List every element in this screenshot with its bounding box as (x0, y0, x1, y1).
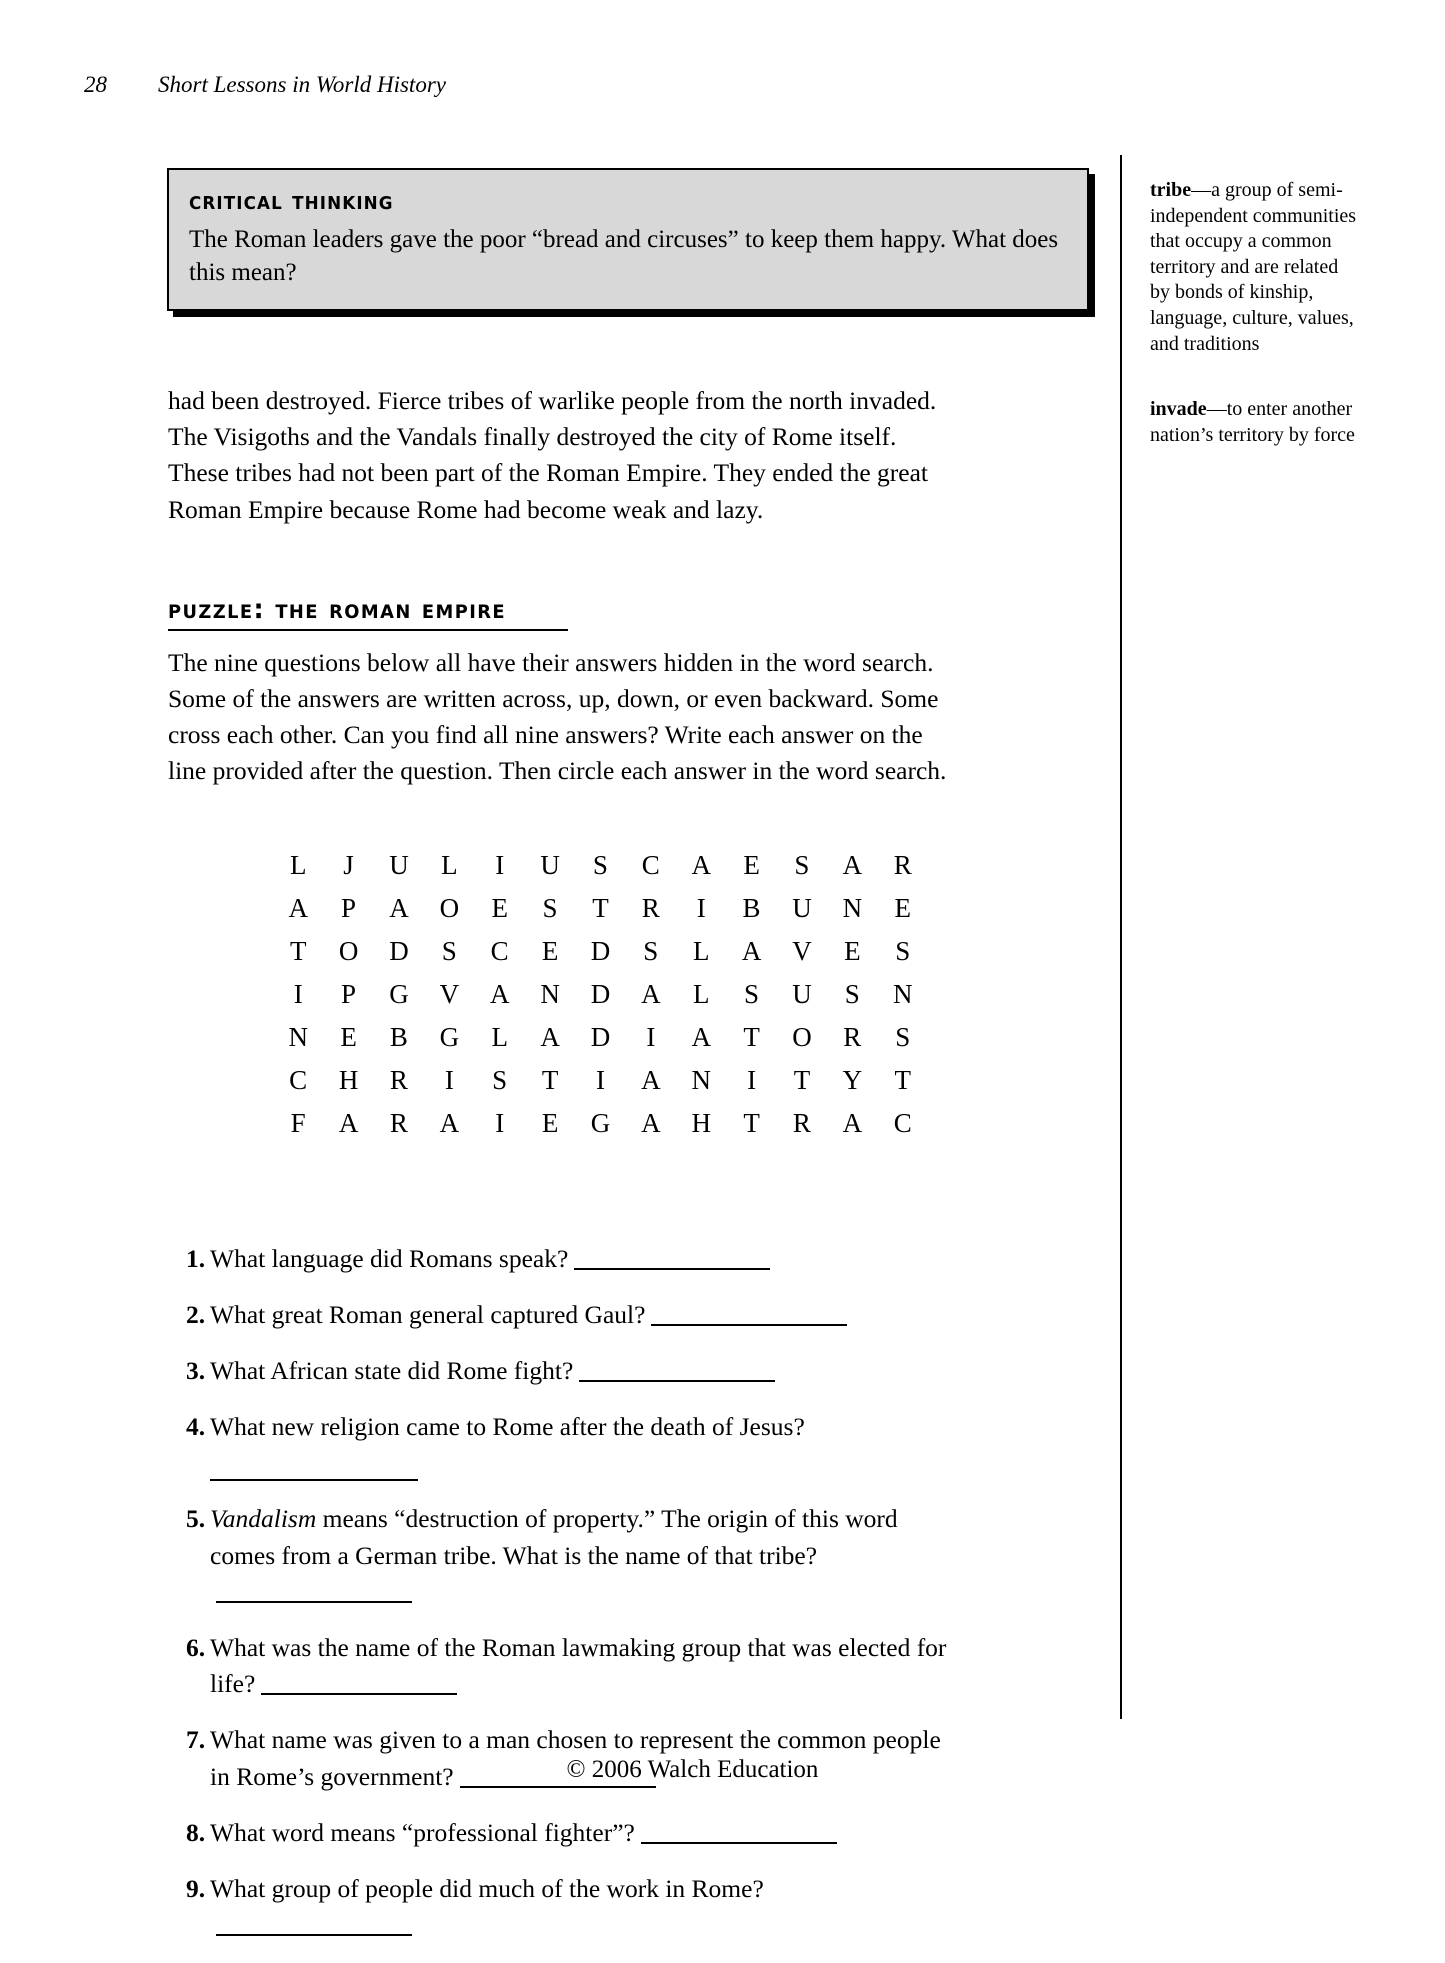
word-search-cell[interactable]: C (490, 935, 509, 966)
question-text (210, 1630, 958, 1702)
word-search-cell[interactable]: Y (842, 1064, 863, 1095)
word-search-row (273, 844, 928, 887)
word-search-cell[interactable]: S (542, 892, 558, 923)
answer-blank[interactable] (216, 1934, 412, 1936)
word-search-cell[interactable]: L (441, 849, 458, 880)
answer-blank[interactable] (460, 1786, 656, 1788)
question-number: 1. (186, 1243, 206, 1273)
word-search-cell[interactable]: I (495, 849, 505, 880)
word-search-cell[interactable]: E (541, 1107, 559, 1138)
word-search-cell[interactable]: E (541, 935, 559, 966)
glossary-term: invade (1150, 398, 1207, 421)
question-number: 2. (186, 1299, 206, 1329)
word-search-cell[interactable]: D (590, 1021, 611, 1052)
word-search-cell[interactable]: T (793, 1064, 811, 1095)
answer-blank[interactable] (579, 1380, 775, 1382)
word-search-cell[interactable]: T (743, 1107, 760, 1138)
question-body: What great Roman general captured Gaul? (210, 1299, 646, 1329)
question-number: 4. (186, 1412, 206, 1442)
book-title: Short Lessons in World History (158, 72, 446, 97)
word-search-cell[interactable]: U (792, 978, 812, 1009)
word-search-cell[interactable]: R (843, 1021, 862, 1052)
question-number: 8. (186, 1817, 206, 1847)
word-search-cell[interactable]: R (893, 849, 912, 880)
word-search-cell[interactable]: F (290, 1107, 306, 1138)
question-body: What group of people did much of the work in Rome? (210, 1874, 764, 1904)
word-search-cell[interactable]: U (540, 849, 560, 880)
word-search-cell[interactable]: N (691, 1064, 711, 1095)
glossary-definition: —a group of semi-independent communities that occupy a common territory and are related by bonds of kinship, language, culture, values, and traditions (1150, 179, 1357, 355)
puzzle-question (168, 1409, 958, 1481)
sidebar-divider-rule (1120, 155, 1122, 1719)
puzzle-question (168, 1815, 958, 1851)
question-body: What new religion came to Rome after the death of Jesus? (210, 1412, 805, 1442)
word-search-cell[interactable]: L (289, 849, 307, 880)
answer-blank[interactable] (574, 1268, 770, 1270)
question-text (210, 1353, 958, 1389)
word-search-cell[interactable]: R (389, 1064, 408, 1095)
question-body: What language did Romans speak? (210, 1243, 569, 1273)
word-search-cell[interactable]: L (692, 935, 710, 966)
puzzle-section-header (168, 594, 958, 790)
word-search-cell[interactable]: T (894, 1064, 911, 1095)
word-search-cell[interactable]: T (592, 892, 609, 923)
word-search-cell[interactable]: N (540, 978, 560, 1009)
word-search-cell[interactable]: A (540, 1021, 560, 1052)
word-search-cell[interactable]: G (389, 978, 409, 1009)
word-search-cell[interactable]: A (641, 1064, 661, 1095)
word-search-cell[interactable]: A (489, 978, 510, 1009)
question-text (210, 1241, 958, 1277)
glossary-definition: —to enter another nation’s territory by force (1150, 398, 1355, 446)
question-number: 3. (186, 1356, 206, 1386)
question-text (210, 1297, 958, 1333)
word-search-cell[interactable]: R (641, 892, 660, 923)
word-search-cell[interactable]: I (495, 1107, 505, 1138)
word-search-cell[interactable]: E (340, 1021, 357, 1052)
glossary-term: tribe (1150, 179, 1192, 201)
word-search-cell[interactable]: A (641, 1107, 661, 1138)
word-search-cell[interactable]: L (491, 1021, 508, 1052)
word-search-cell[interactable]: S (643, 935, 659, 966)
word-search-cell[interactable]: L (692, 978, 710, 1009)
word-search-cell[interactable]: A (691, 849, 711, 880)
word-search-cell[interactable]: N (288, 1021, 308, 1052)
word-search-cell[interactable]: J (343, 849, 354, 880)
word-search-cell[interactable]: N (893, 978, 913, 1009)
word-search-cell[interactable]: O (338, 935, 359, 966)
word-search-cell[interactable]: S (492, 1064, 508, 1095)
critical-thinking-box (167, 168, 1089, 311)
word-search-cell[interactable]: S (895, 935, 911, 966)
critical-thinking-heading: critical thinking (189, 186, 394, 215)
word-search-cell[interactable]: E (844, 935, 861, 966)
question-number: 7. (186, 1725, 206, 1755)
glossary-sidebar (1150, 178, 1362, 488)
word-search-row (273, 1059, 928, 1102)
puzzle-intro-text: The nine questions below all have their answers hidden in the word search. Some of the answers are written across, up, down, or even backward. Some cross each other. Can you find all nine answers? Write each answer on the line provided after the question. Then circle each answer in the word search. (168, 647, 947, 786)
question-number: 9. (186, 1874, 206, 1904)
main-content-column (168, 168, 1059, 1963)
answer-blank[interactable] (210, 1455, 418, 1481)
word-search-cell[interactable]: A (288, 892, 308, 923)
answer-blank[interactable] (641, 1842, 837, 1844)
question-body: What word means “professional fighter”? (210, 1817, 635, 1847)
word-search-cell[interactable]: S (744, 978, 760, 1009)
word-search-cell[interactable]: A (641, 978, 661, 1009)
word-search-cell[interactable]: E (894, 892, 911, 923)
word-search-cell[interactable]: A (842, 1107, 863, 1138)
word-search-grid[interactable] (273, 844, 928, 1145)
word-search-cell[interactable]: E (491, 892, 508, 923)
word-search-wrapper (168, 790, 928, 1145)
word-search-cell[interactable]: R (792, 1107, 811, 1138)
word-search-row (273, 930, 928, 973)
word-search-cell[interactable]: H (691, 1107, 711, 1138)
word-search-cell[interactable]: A (842, 849, 863, 880)
question-body: What African state did Rome fight? (210, 1356, 574, 1386)
word-search-cell[interactable]: C (893, 1107, 912, 1138)
word-search-cell[interactable]: G (590, 1107, 611, 1138)
puzzle-question (168, 1871, 958, 1943)
question-italic-term: Vandalism (210, 1504, 317, 1534)
word-search-cell[interactable]: T (289, 935, 307, 966)
question-number: 6. (186, 1633, 206, 1663)
puzzle-question-list (168, 1241, 958, 1944)
word-search-body (273, 844, 928, 1145)
puzzle-question (168, 1241, 958, 1277)
word-search-cell[interactable]: U (389, 849, 409, 880)
glossary-entry (1150, 397, 1362, 448)
word-search-cell[interactable]: O (439, 892, 460, 923)
answer-blank[interactable] (261, 1693, 457, 1695)
word-search-cell[interactable]: T (541, 1064, 559, 1095)
word-search-cell[interactable]: B (742, 892, 761, 923)
page-number: 28 (84, 72, 107, 97)
word-search-row (273, 973, 928, 1016)
word-search-cell[interactable]: S (794, 849, 810, 880)
word-search-cell[interactable]: A (691, 1021, 711, 1052)
question-text (210, 1871, 958, 1943)
word-search-cell[interactable]: D (389, 935, 409, 966)
word-search-cell[interactable]: I (293, 978, 303, 1009)
word-search-cell[interactable]: T (743, 1021, 760, 1052)
word-search-cell[interactable]: I (646, 1021, 656, 1052)
puzzle-heading-rule (168, 629, 568, 631)
word-search-cell[interactable]: I (444, 1064, 454, 1095)
word-search-row (273, 1102, 928, 1145)
word-search-cell[interactable]: R (389, 1107, 408, 1138)
footer-copyright: © 2006 Walch Education (566, 1756, 819, 1783)
word-search-cell[interactable]: H (338, 1064, 359, 1095)
word-search-cell[interactable]: I (696, 892, 706, 923)
puzzle-question (168, 1353, 958, 1389)
word-search-cell[interactable]: S (441, 935, 457, 966)
word-search-cell[interactable]: D (590, 978, 611, 1009)
spacer (168, 311, 928, 383)
question-text (210, 1409, 958, 1481)
word-search-cell[interactable]: D (590, 935, 611, 966)
word-search-cell[interactable]: I (747, 1064, 757, 1095)
word-search-cell[interactable]: I (595, 1064, 605, 1095)
question-body: What was the name of the Roman lawmaking group that was elected for life? (210, 1633, 947, 1699)
question-body: means “destruction of property.” The origin of this word comes from a German tribe. What is the name of that tribe? (210, 1504, 898, 1570)
critical-thinking-body: The Roman leaders gave the poor “bread and circuses” to keep them happy. What does this mean? (189, 226, 1059, 286)
word-search-cell[interactable]: A (389, 892, 409, 923)
word-search-cell[interactable]: O (792, 1021, 812, 1052)
puzzle-question (168, 1501, 958, 1610)
word-search-cell[interactable]: A (338, 1107, 359, 1138)
word-search-cell[interactable]: V (439, 978, 460, 1009)
word-search-cell[interactable]: A (439, 1107, 460, 1138)
running-head (84, 72, 446, 98)
word-search-cell[interactable]: P (341, 978, 357, 1009)
answer-blank[interactable] (216, 1601, 412, 1603)
word-search-cell[interactable]: S (592, 849, 608, 880)
word-search-cell[interactable]: V (792, 935, 812, 966)
body-paragraph: had been destroyed. Fierce tribes of warlike people from the north invaded. The Visigoths and the Vandals finally destroyed the city of Rome itself. These tribes had not been part of the Roman Empire. They ended the great Roman Empire because Rome had become weak and lazy. (168, 386, 937, 524)
word-search-cell[interactable]: S (844, 978, 860, 1009)
word-search-cell[interactable]: S (895, 1021, 911, 1052)
word-search-row (273, 887, 928, 930)
question-text (210, 1815, 958, 1851)
answer-blank[interactable] (651, 1324, 847, 1326)
word-search-cell[interactable]: C (641, 849, 660, 880)
word-search-cell[interactable]: N (842, 892, 863, 923)
puzzle-question (168, 1297, 958, 1333)
word-search-cell[interactable]: G (439, 1021, 460, 1052)
word-search-cell[interactable]: A (741, 935, 762, 966)
puzzle-heading: puzzle: the roman empire (168, 593, 507, 625)
word-search-cell[interactable]: C (289, 1064, 308, 1095)
puzzle-question (168, 1630, 958, 1702)
question-number: 5. (186, 1504, 206, 1534)
word-search-cell[interactable]: E (743, 849, 760, 880)
question-body: What name was given to a man chosen to represent the common people in Rome’s government? (210, 1725, 941, 1791)
word-search-cell[interactable]: B (389, 1021, 408, 1052)
glossary-entry (1150, 178, 1362, 357)
question-text (210, 1501, 958, 1610)
word-search-cell[interactable]: U (792, 892, 812, 923)
word-search-row (273, 1016, 928, 1059)
word-search-cell[interactable]: P (341, 892, 357, 923)
